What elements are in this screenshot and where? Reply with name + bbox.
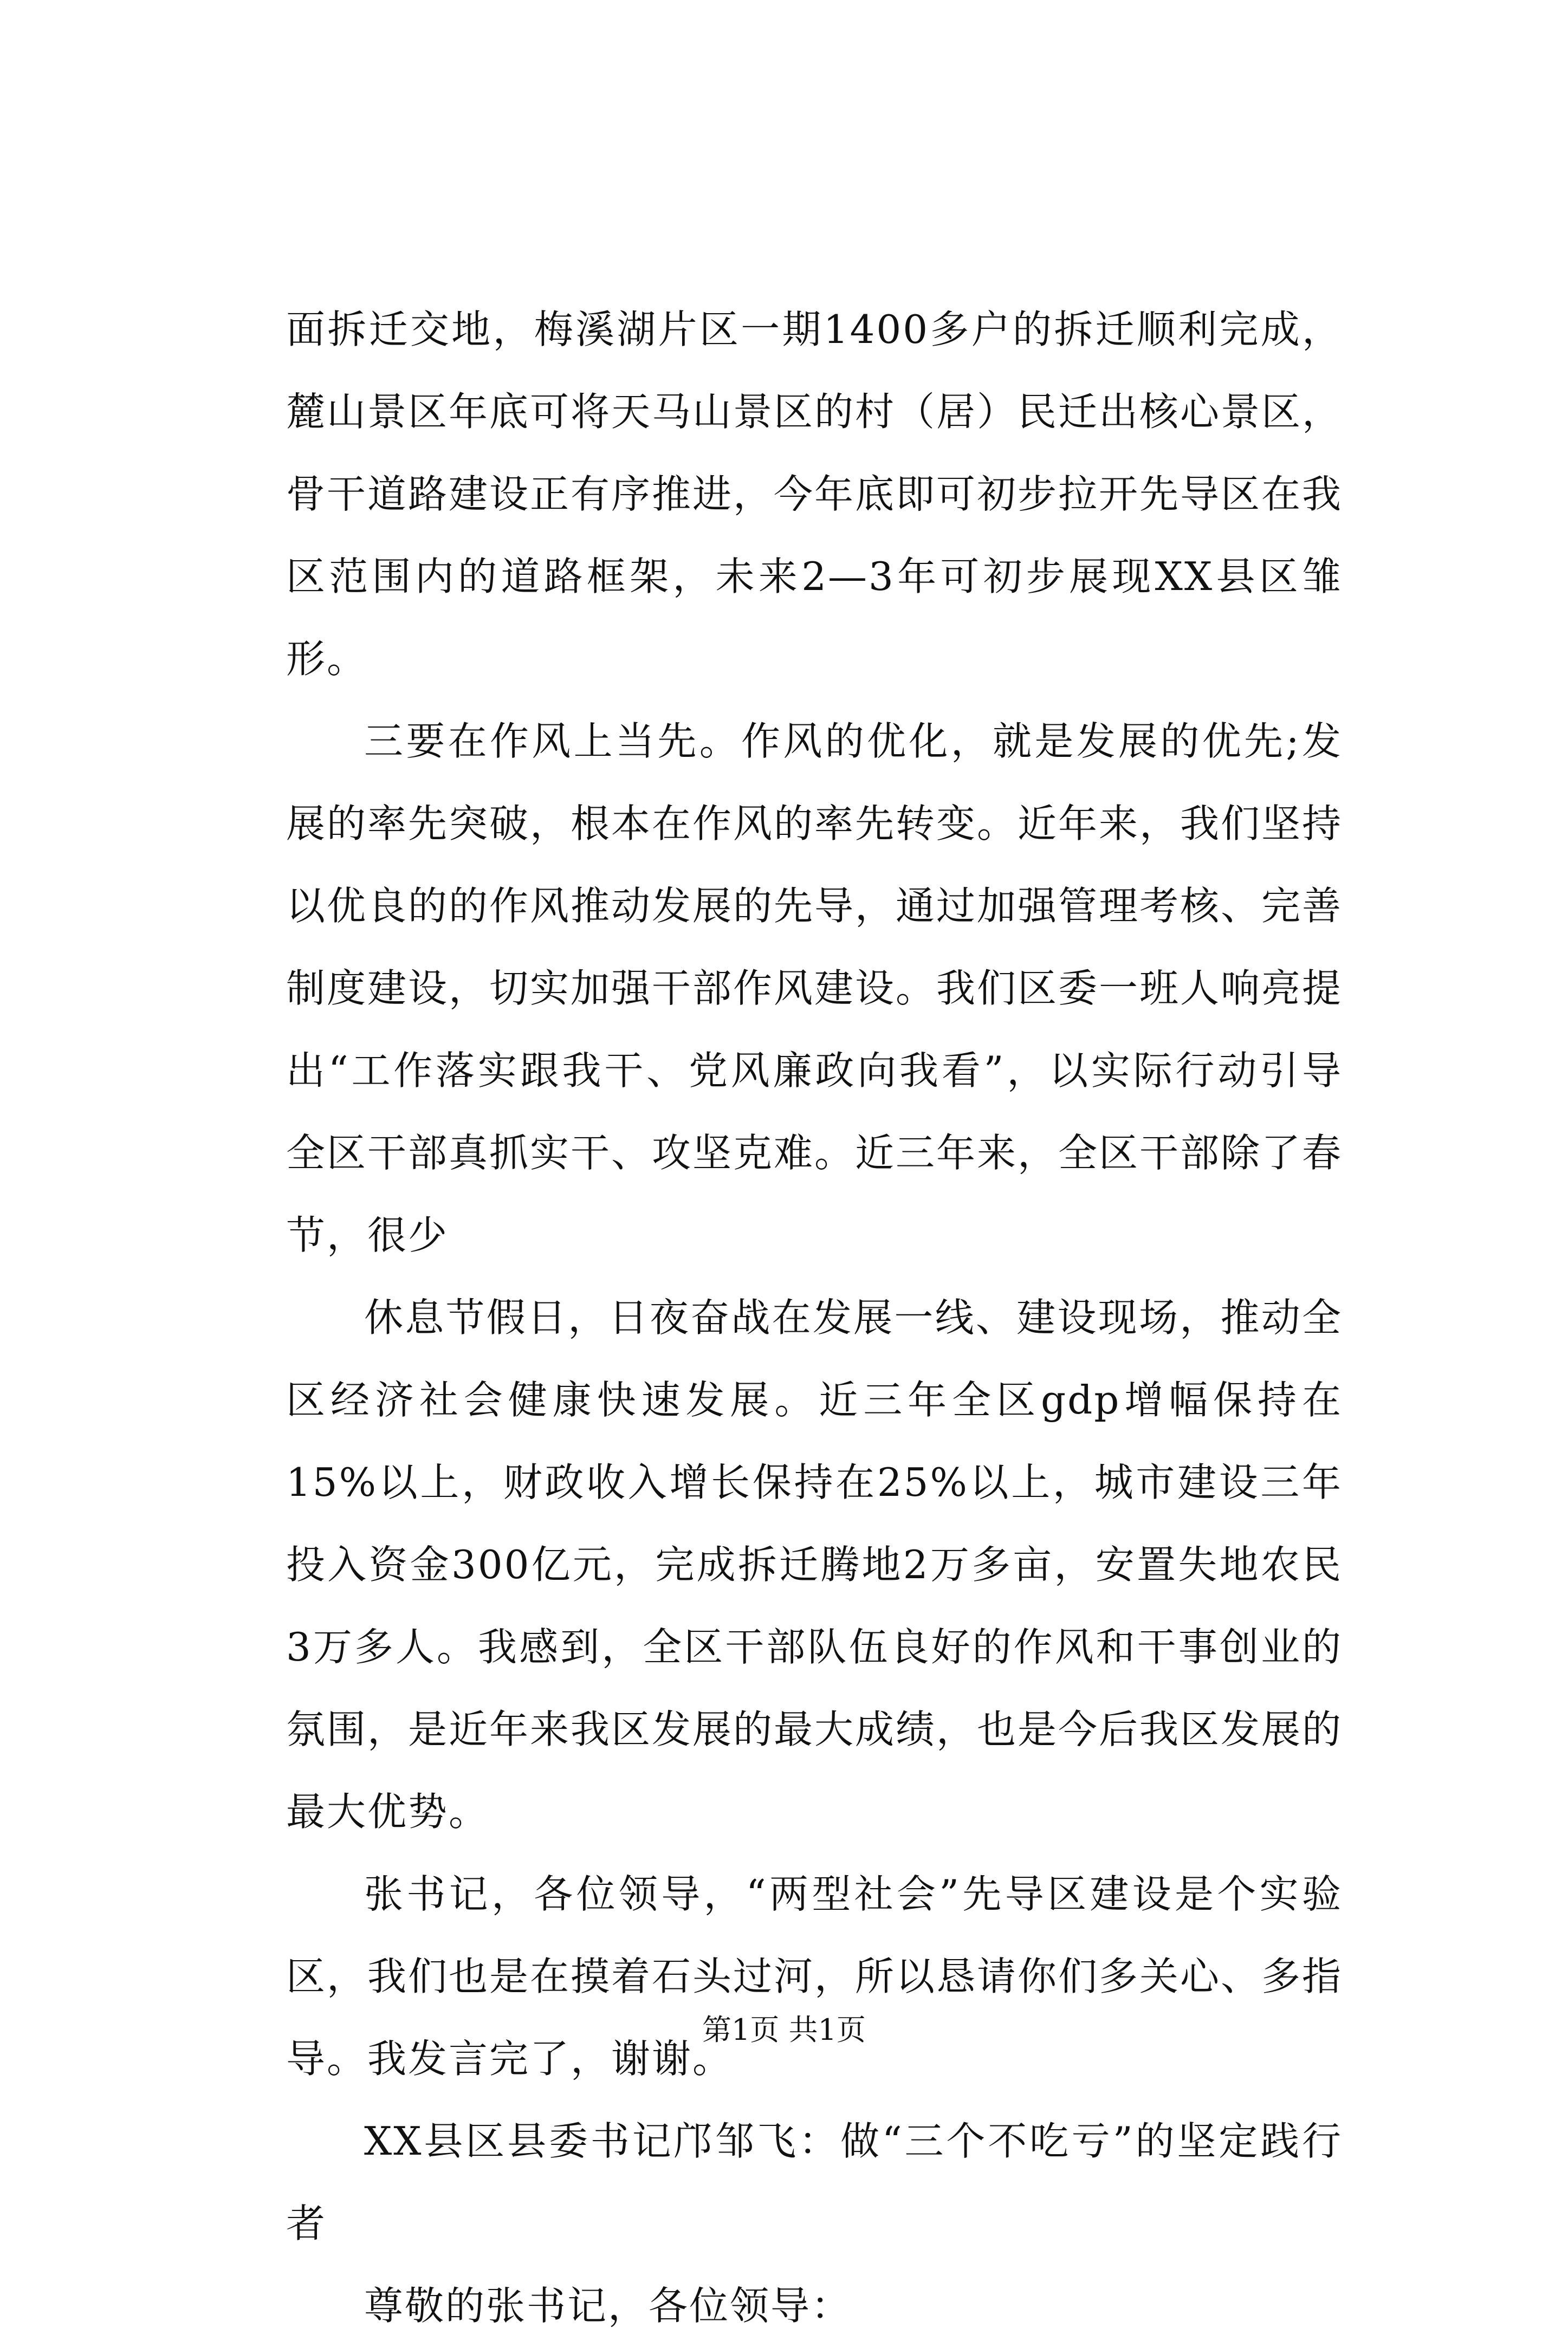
paragraph-development-results: 休息节假日，日夜奋战在发展一线、建设现场，推动全区经济社会健康快速发展。近三年全区gdp增幅保持在15%以上，财政收入增长保持在25%以上，城市建设三年投入资金300亿元，完成拆迁腾地2万多亩，安置失地农民3万多人。我感到，全区干部队伍良好的作风和干事创业的氛围，是近年来我区发展的最大成绩，也是今后我区发展的最大优势。: [286, 1295, 1343, 1834]
page-number-label: 第1页 共1页: [702, 2013, 866, 2047]
page-footer: [0, 2011, 1568, 2049]
speech-heading: XX县区县委书记邝邹飞：做“三个不吃亏”的坚定践行者: [286, 2118, 1343, 2246]
paragraph-work-style: 三要在作风上当先。作风的优化，就是发展的优先;发展的率先突破，根本在作风的率先转变。近年来，我们坚持以优良的的作风推动发展的先导，通过加强管理考核、完善制度建设，切实加强干部作风建设。我们区委一班人响亮提出“工作落实跟我干、党风廉政向我看”，以实际行动引导全区干部真抓实干、攻坚克难。近三年来，全区干部除了春节，很少: [286, 718, 1343, 1258]
speech-salutation: 尊敬的张书记，各位领导：: [364, 2283, 852, 2329]
paragraph-continuation: 面拆迁交地，梅溪湖片区一期1400多户的拆迁顺利完成，麓山景区年底可将天马山景区的村（居）民迁出核心景区，骨干道路建设正有序推进，今年底即可初步拉开先导区在我区范围内的道路框架，未来2—3年可初步展现XX县区雏形。: [286, 307, 1343, 682]
paragraph-closing-remarks: 张书记，各位领导，“两型社会”先导区建设是个实验区，我们也是在摸着石头过河，所以恳请你们多关心、多指导。我发言完了，谢谢。: [286, 1871, 1343, 2082]
